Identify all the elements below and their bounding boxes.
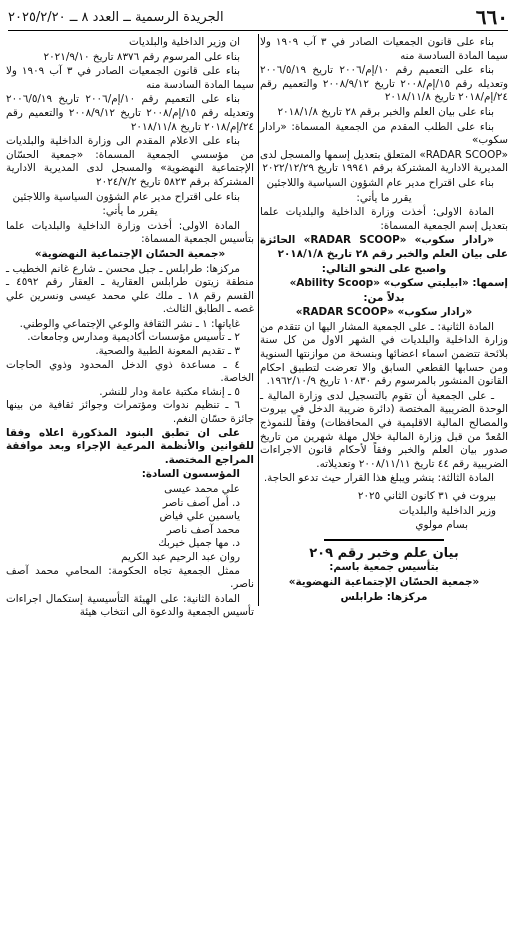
became-heading: واصبح على النحو التالي: — [321, 262, 447, 275]
notice-hq: مركزها: طرابلس — [340, 590, 428, 603]
goals-list — [6, 318, 254, 427]
preamble: بناء على المرسوم رقم ٨٣٧٦ تاريخ ٢٠٢١/٩/١٠ — [43, 50, 240, 63]
association-name: «جمعية الحسّان الإجتماعية النهضوية» — [34, 247, 226, 260]
left-column — [6, 36, 254, 621]
article-3: المادة الثالثة: ينشر ويبلغ هذا القرار حيث تدعو الحاجة. — [263, 472, 494, 485]
article-1: المادة الاولى: أخذت وزارة الداخلية والبلديات علما بتأسيس الجمعية المسماة: — [6, 219, 254, 246]
preamble: «RADAR SCOOP» المتعلق بتعديل إسمها والمسجل لدى المديرية الادارية المشتركة برقم ١٩٩٤١ تاريخ ٢٠٢٢/١٢/٢٩ — [260, 148, 508, 175]
notice-title: بيان علم وخبر رقم ٢٠٩ — [309, 545, 459, 561]
preamble: بناء على بيان العلم والخبر برقم ٢٨ تاريخ ٢٠١٨/١/٨ — [277, 105, 494, 118]
section-separator — [324, 539, 444, 541]
founders-list — [6, 483, 254, 565]
goal-item: غاياتها: ١ ـ نشر الثقافة والوعي الإجتماعي والوطني. — [19, 317, 240, 330]
signature-name: بسام مولوي — [415, 519, 468, 532]
government-representative: ممثل الجمعية تجاه الحكومة: المحامي محمد آصف ناصر. — [6, 564, 254, 591]
article-2b: ـ على الجمعية أن تقوم بالتسجيل لدى وزارة المالية ـ الوحدة الضريبية المختصة (دائرة ضريبة الدخل في بيروت والمصالح المالية الاقليمية في المحافظات) وفقاً للنموذج المُعدّ من قبل وزارة المالية خلال مهلة شهرين من تاريخ صدور بيان العلم والخبر وفقاً لأحكام قانون الاجراءات الضريبية رقم ٤٤ تاريخ ٢٠٠٨/١١/١١ وتعديلاته. — [260, 389, 508, 470]
decides-heading: يقرر ما يأتي: — [356, 191, 412, 204]
article-2: المادة الثانية: على الهيئة التأسيسية إستكمال اجراءات تأسيس الجمعية والدعوة الى انتخاب هيئة — [6, 592, 254, 619]
goal-item: ٥ ـ إنشاء مكتبة عامة ودار للنشر. — [99, 385, 240, 398]
column-divider — [258, 34, 259, 606]
goal-item: ٤ ـ مساعدة ذوي الدخل المحدود وذوي الحاجات الخاصة. — [6, 358, 254, 385]
old-name: «رادار سكوب» «RADAR SCOOP» — [295, 306, 473, 319]
gazette-title: الجريدة الرسمية ــ العدد ٨ ــ ٢٠٢٥/٢/٢٠ — [8, 9, 224, 25]
preamble: بناء على اقتراح مدير عام الشؤون السياسية واللاجئين — [12, 190, 240, 203]
notice-association: «جمعية الحسّان الإجتماعية النهضوية» — [288, 575, 480, 588]
preamble: بناء على قانون الجمعيات الصادر في ٣ آب ١٩٠٩ ولا سيما المادة السادسة منه — [260, 36, 508, 62]
instead-heading: بدلاً من: — [363, 291, 405, 304]
article-1: المادة الاولى: أخذت وزارة الداخلية والبلديات علما بتعديل إسم الجمعية المسماة: — [260, 206, 508, 232]
preamble: بناء على الطلب المقدم من الجمعية المسماة: «رادار سكوب» — [260, 120, 508, 147]
founder-name: د. مها جميل خيربك — [158, 537, 240, 550]
page-number: ٦٦٠ — [475, 5, 508, 29]
article-2: المادة الثانية: ـ على الجمعية المشار اليها ان تتقدم من وزارة الداخلية والبلديات في الشهر الاول من كل سنة بلائحة تتضمن اسماء اعضائها وبنسخة من موازنتها السنوية ومن حسابها القطعي السابق والا تعرضت لتطبيق احكام القانون المنشور بالمرسوم رقم ١٠٨٣٠ تاريخ ١٩٦٢/١٠/٩. — [260, 320, 508, 388]
signature-date: بيروت في ٣١ كانون الثاني ٢٠٢٥ — [357, 490, 496, 502]
preamble: ان وزير الداخلية والبلديات — [129, 36, 240, 48]
goal-item: ٦ ـ تنظيم ندوات ومؤتمرات وجوائز ثقافية من بينها جائزة حسّان النغم. — [6, 399, 254, 426]
founders-heading: المؤسسون السادة: — [141, 468, 240, 481]
decides-heading: يقرر ما يأتي: — [102, 205, 158, 218]
goal-item: ٢ ـ تأسيس مؤسسات أكاديمية ومدارس وجامعات. — [27, 331, 240, 344]
founder-name: علي محمد عيسى — [164, 483, 240, 495]
page-header — [8, 6, 508, 28]
notice-subtitle: بتأسيس جمعية باسم: — [329, 561, 439, 574]
signature-title: وزير الداخلية والبلديات — [398, 504, 496, 517]
new-name: إسمها: «ابيليتي سكوب» «Ability Scoop» — [289, 277, 508, 290]
condition-clause: على ان تطبق البنود المذكورة اعلاه وفقا للقوانين والأنظمة المرعية الإجراء وبعد موافقة المراجع المختصة. — [6, 426, 254, 466]
founder-name: د. أمل آصف ناصر — [162, 496, 240, 509]
preamble: بناء على اقتراح مدير عام الشؤون السياسية واللاجئين — [266, 176, 494, 189]
founder-name: محمد آصف ناصر — [166, 523, 240, 536]
right-column — [260, 36, 508, 605]
preamble: بناء على قانون الجمعيات الصادر في ٣ آب ١٩٠٩ ولا سيما المادة السادسة منه — [6, 65, 254, 91]
founder-name: روان عبد الرحيم عبد الكريم — [121, 550, 240, 563]
association-name: «رادار سكوب» «RADAR SCOOP» الحائزة على بيان العلم والخبر رقم ٢٨ تاريخ ٢٠١٨/١/٨ — [260, 234, 508, 260]
founder-name: ياسمين علي فياض — [159, 510, 240, 523]
preamble: بناء على التعميم رقم ١٠/إم/٢٠٠٦ تاريخ ٢٠٠٦/٥/١٩ وتعديله رقم ١٥/إم/٢٠٠٨ تاريخ ٢٠٠٨/٩/١٢ والتعميم رقم ٢٤/إم/٢٠١٨ تاريخ ٢٠١٨/١١/٨ — [260, 64, 508, 104]
preamble: بناء على التعميم رقم ١٠/إم/٢٠٠٦ تاريخ ٢٠٠٦/٥/١٩ وتعديله رقم ١٥/إم/٢٠٠٨ تاريخ ٢٠٠٨/٩/١٢ والتعميم رقم ٢٤/إم/٢٠١٨ تاريخ ٢٠١٨/١١/٨ — [6, 93, 254, 133]
headquarters: مركزها: طرابلس ـ جبل محسن ـ شارع غانم الخطيب ـ منطقة زيتون طرابلس العقارية ـ العقار رقم ٤٥٩٢ ـ القسم رقم ١٨ ـ ملك علي محمد عيسى ونسرين علي غصه ـ الطابق الثالث. — [6, 262, 254, 316]
header-rule — [8, 30, 508, 31]
goal-item: ٣ ـ تقديم المعونة الطبية والصحية. — [95, 345, 240, 358]
preamble: بناء على الاعلام المقدم الى وزارة الداخلية والبلديات من مؤسسي الجمعية المسماة: «جمعية الحسّان الإجتماعية النهضوية» والمسجل لدى المديرية الادارية المشتركة برقم ٥٨٢٣ تاريخ ٢٠٢٤/٧/٢ — [6, 135, 254, 188]
